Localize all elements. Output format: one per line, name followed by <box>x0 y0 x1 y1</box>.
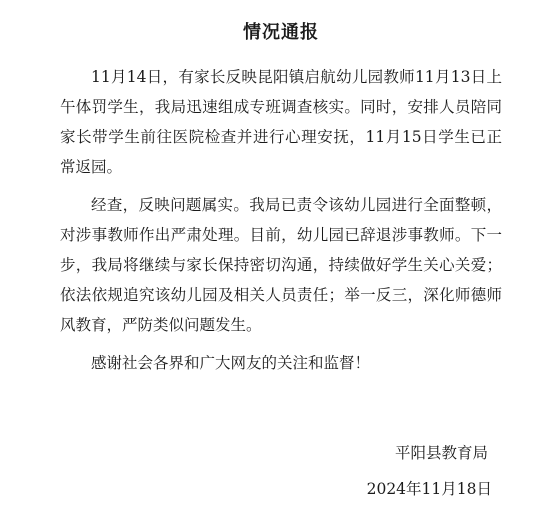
issue-date: 2024年11月18日 <box>366 480 492 498</box>
paragraph-findings: 经查，反映问题属实。我局已责令该幼儿园进行全面整顿，对涉事教师作出严肃处理。目前，幼儿园已辞退涉事教师。下一步，我局将继续与家长保持密切沟通，持续做好学生关心关爱；依法依规追究该幼儿园及相关人员责任；举一反三，深化师德师风教育，严防类似问题发生。 <box>60 196 502 334</box>
issuing-organization: 平阳县教育局 <box>394 444 488 462</box>
paragraph-incident: 11月14日，有家长反映昆阳镇启航幼儿园教师11月13日上午体罚学生，我局迅速组成专班调查核实。同时，安排人员陪同家长带学生前往医院检查并进行心理安抚，11月15日学生已正常返园。 <box>60 68 502 176</box>
document-title: 情况通报 <box>243 22 319 43</box>
paragraph-thanks: 感谢社会各界和广大网友的关注和监督！ <box>91 354 371 372</box>
